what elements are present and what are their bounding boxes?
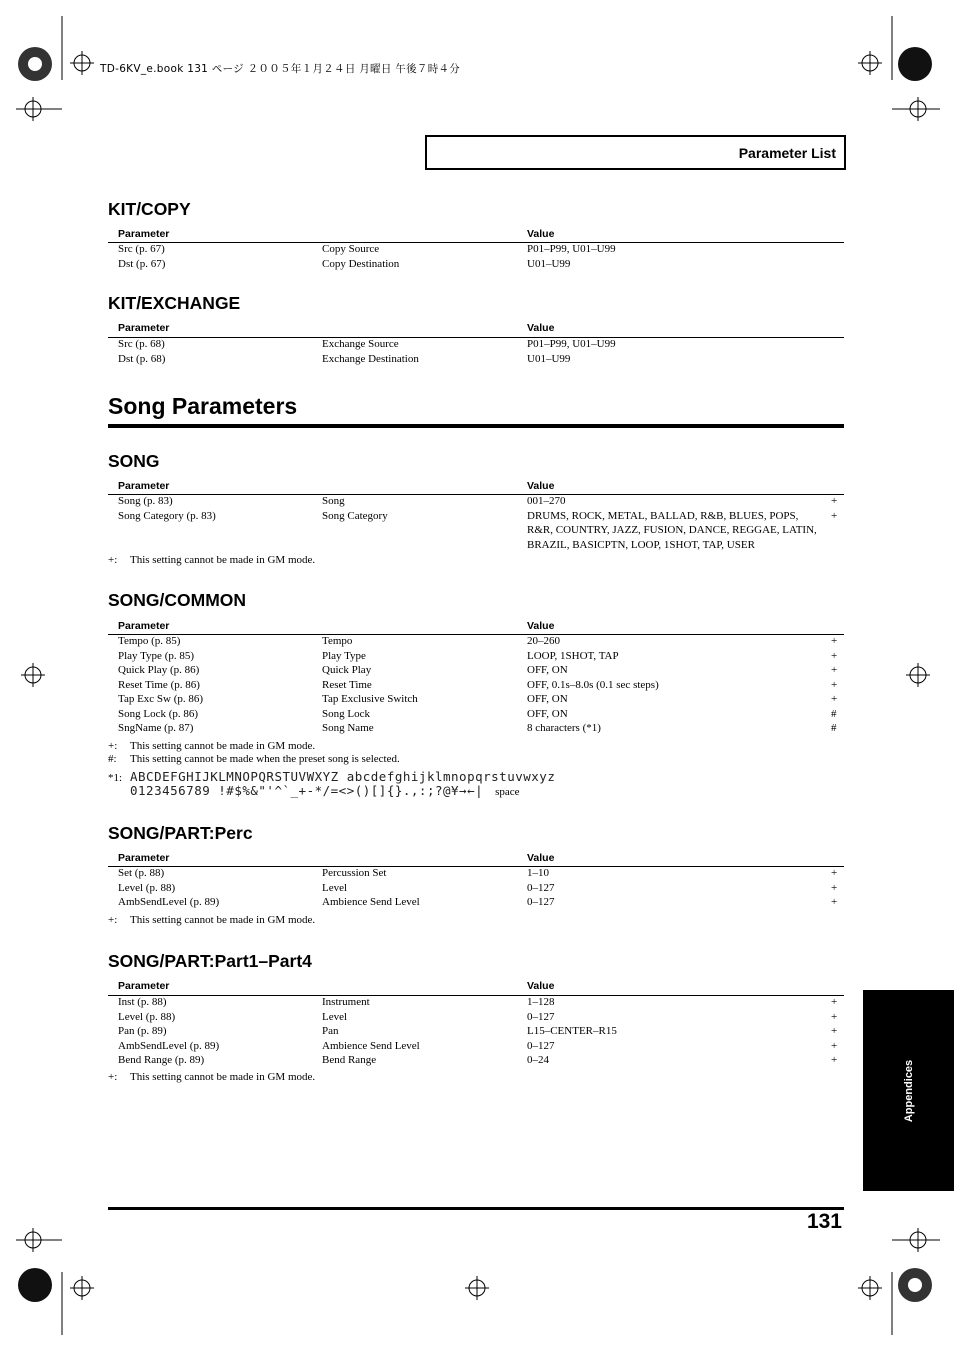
param-cell: SngName (p. 87) [118,722,194,734]
flag-cell: + [831,1054,838,1066]
flag-cell: + [831,896,838,908]
flag-cell: + [831,678,838,691]
value-cell: 0–127 [527,881,555,894]
value-cell: LOOP, 1SHOT, TAP [527,649,619,662]
flag-cell: # [831,722,837,734]
charset-note: *1: ABCDEFGHIJKLMNOPQRSTUVWXYZ abcdefghijklmnopqrstuvwxyz [108,769,556,784]
flag-cell: + [831,509,838,522]
column-header-parameter: Parameter [118,980,170,992]
value-cell: 8 characters (*1) [527,722,601,734]
value-cell: OFF, ON [527,693,568,705]
description-cell: Ambience Send Level [322,896,420,908]
page-title: Song Parameters [108,393,298,419]
column-header-parameter: Parameter [118,852,170,864]
description-cell: Exchange Destination [322,352,419,365]
value-cell: 0–127 [527,896,555,908]
param-cell: Play Type (p. 85) [118,649,195,662]
description-cell: Song [322,495,345,507]
value-cell: U01–U99 [527,352,571,365]
param-cell: Pan (p. 89) [118,1025,167,1037]
flag-cell: + [831,664,838,676]
param-cell: Tempo (p. 85) [118,635,181,647]
column-header-value: Value [527,228,555,240]
description-cell: Level [322,881,348,894]
param-cell: Src (p. 67) [118,243,165,255]
param-cell: Song (p. 83) [118,495,173,507]
footer-rule [108,1207,844,1210]
column-header-parameter: Parameter [118,620,170,632]
value-cell: 1–128 [527,996,555,1008]
footnote: +: This setting cannot be made in GM mode. [108,740,316,752]
charset-line-2: 0123456789 !#$%&"'^`_+-*/=<>()[]{}.,:;?@¥→←| [130,783,484,798]
value-cell: 20–260 [527,635,560,647]
value-cell: 0–127 [527,1010,555,1023]
charset-space-label: space [495,786,520,798]
description-cell: Percussion Set [322,867,387,879]
param-cell: Set (p. 88) [118,867,165,879]
side-tab [863,990,954,1191]
flag-cell: + [831,693,838,705]
charset-note-2 [108,783,520,798]
param-cell: Reset Time (p. 86) [118,678,200,691]
column-header-parameter: Parameter [118,322,170,334]
title-rule [108,424,844,428]
column-header-value: Value [527,980,555,992]
flag-cell: + [831,1025,838,1037]
description-cell: Copy Destination [322,257,400,270]
flag-cell: + [831,867,838,879]
value-cell: U01–U99 [527,257,571,270]
flag-cell: + [831,495,838,507]
description-cell: Quick Play [322,664,372,676]
param-cell: Src (p. 68) [118,338,165,350]
description-cell: Instrument [322,996,370,1008]
param-cell: AmbSendLevel (p. 89) [118,1039,220,1052]
flag-cell: + [831,635,838,647]
column-header-value: Value [527,620,555,632]
footnote: +: This setting cannot be made in GM mode. [108,1071,316,1083]
value-cell: OFF, 0.1s–8.0s (0.1 sec steps) [527,678,659,691]
page-number: 131 [806,1210,842,1233]
kit-copy-heading: KIT/COPY [108,199,191,219]
flag-cell: + [831,1010,838,1023]
value-cell: OFF, ON [527,664,568,676]
param-cell: AmbSendLevel (p. 89) [118,896,220,908]
param-cell: Quick Play (p. 86) [118,664,200,676]
song-heading: SONG [108,451,160,471]
param-cell: Level (p. 88) [118,1010,176,1023]
value-cell: L15–CENTER–R15 [527,1025,617,1037]
footnote: +: This setting cannot be made in GM mode. [108,554,316,566]
flag-cell: + [831,996,838,1008]
flag-cell: + [831,1039,838,1052]
param-cell: Bend Range (p. 89) [118,1054,205,1066]
value-cell: 001–270 [527,495,566,507]
flag-cell: + [831,649,838,662]
description-cell: Tempo [322,635,353,647]
side-tab-label: Appendices [902,1059,915,1122]
description-cell: Song Name [322,722,374,734]
description-cell: Bend Range [322,1054,377,1066]
description-cell: Copy Source [322,243,380,255]
param-cell: Song Lock (p. 86) [118,707,199,720]
song-part-parts-heading: SONG/PART:Part1–Part4 [108,951,312,971]
footnote: #: This setting cannot be made when the preset song is selected. [108,753,400,765]
description-cell: Exchange Source [322,338,399,350]
section-header-box [425,135,846,170]
description-cell: Song Category [322,509,388,522]
param-cell: Level (p. 88) [118,881,176,894]
description-cell: Level [322,1010,348,1023]
file-header: TD-6KV_e.book 131 ページ ２００５年１月２４日 月曜日 午後７時４分 [100,63,461,75]
param-cell: Dst (p. 68) [118,352,166,365]
param-cell: Song Category (p. 83) [118,509,216,522]
song-common-heading: SONG/COMMON [108,590,247,610]
param-cell: Dst (p. 67) [118,257,166,270]
description-cell: Pan [322,1025,339,1037]
description-cell: Play Type [322,649,366,662]
column-header-value: Value [527,480,555,492]
param-cell: Inst (p. 88) [118,996,167,1008]
description-cell: Song Lock [322,707,370,720]
value-cell: P01–P99, U01–U99 [527,338,616,350]
description-cell: Ambience Send Level [322,1039,420,1052]
value-cell: 1–10 [527,867,549,879]
charset-line-1: ABCDEFGHIJKLMNOPQRSTUVWXYZ abcdefghijklmnopqrstuvwxyz [130,769,556,784]
param-cell: Tap Exc Sw (p. 86) [118,693,204,705]
value-cell: P01–P99, U01–U99 [527,243,616,255]
footnote: +: This setting cannot be made in GM mode. [108,914,316,926]
value-cell: OFF, ON [527,707,568,720]
kit-exchange-heading: KIT/EXCHANGE [108,293,241,313]
section-header-label: Parameter List [738,145,836,161]
flag-cell: # [831,707,837,720]
description-cell: Reset Time [322,678,372,691]
column-header-parameter: Parameter [118,228,170,240]
value-cell: 0–127 [527,1039,555,1052]
value-cell: DRUMS, ROCK, METAL, BALLAD, R&B, BLUES, POPS, R&R, COUNTRY, JAZZ, FUSION, DANCE, REGGAE, LATIN, BRAZIL, BASICPTN, LOOP, 1SHOT, TAP, USER [527,509,817,551]
song-part-perc-heading: SONG/PART:Perc [108,823,253,843]
column-header-value: Value [527,322,555,334]
column-header-value: Value [527,852,555,864]
flag-cell: + [831,881,838,894]
description-cell: Tap Exclusive Switch [322,693,418,705]
value-cell: 0–24 [527,1054,549,1066]
column-header-parameter: Parameter [118,480,170,492]
